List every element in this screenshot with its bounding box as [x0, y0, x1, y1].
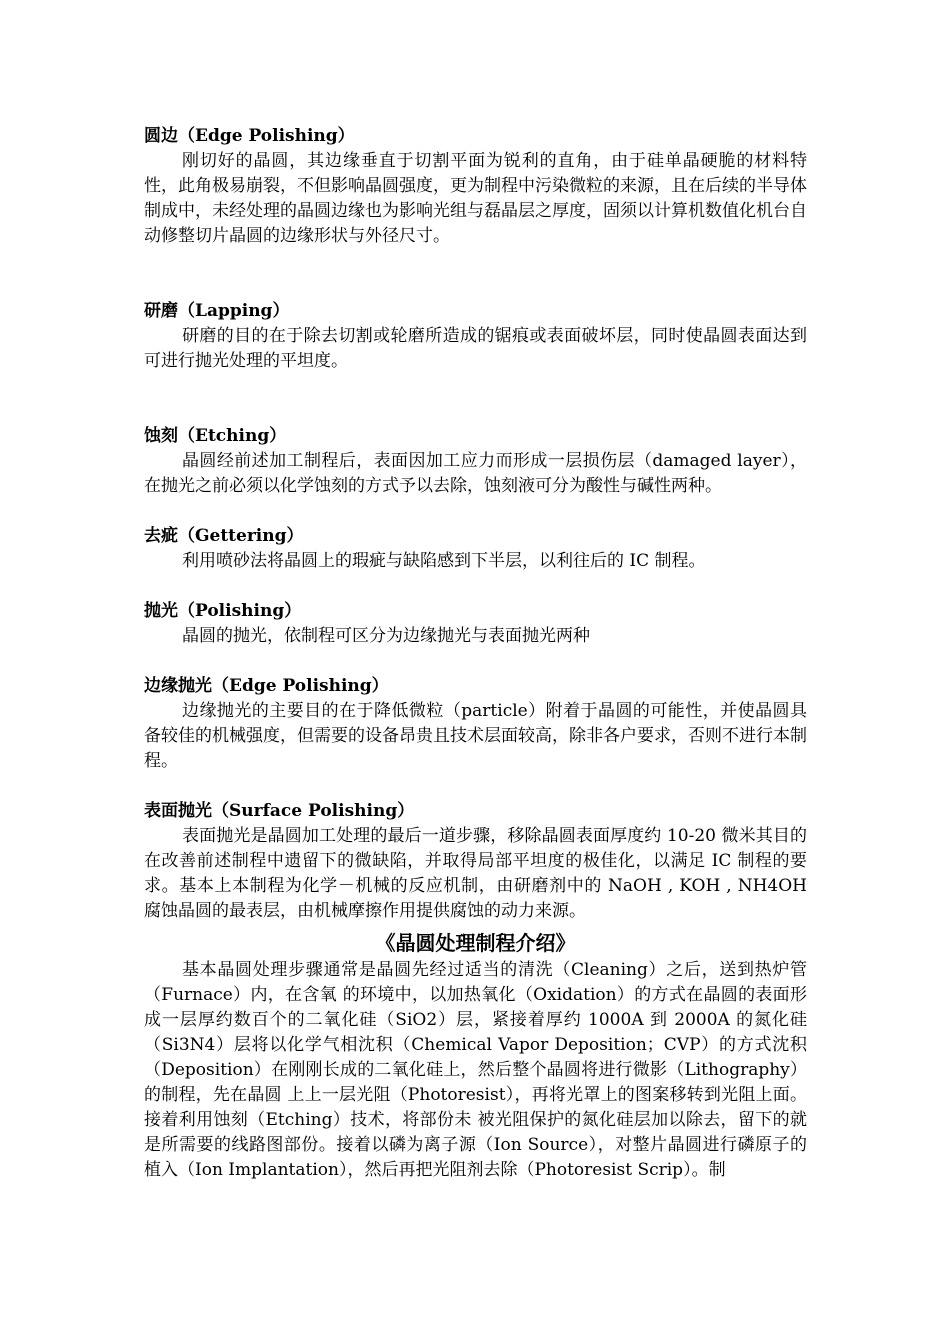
- document-title: 《晶圆处理制程介绍》: [375, 931, 576, 955]
- section-heading: 去疵（Gettering）: [144, 526, 304, 546]
- section-etching: [144, 424, 807, 499]
- section-polishing: [144, 599, 807, 649]
- spacer: [144, 574, 807, 599]
- section-edge-polishing: [144, 674, 807, 774]
- section-gettering: [144, 524, 807, 574]
- spacer: [144, 374, 807, 424]
- section-heading: 抛光（Polishing）: [144, 601, 302, 621]
- spacer: [144, 649, 807, 674]
- intro-paragraph: 基本晶圆处理步骤通常是晶圆先经过适当的清洗（Cleaning）之后，送到热炉管（Furnace）内，在含氧 的环境中，以加热氧化（Oxidation）的方式在晶圆的表面形成一层厚约数百个的二氧化硅（SiO2）层，紧接着厚约 1000A 到 2000A 的氮化硅（Si3N4）层将以化学气相沈积（Chemical Vapor Deposition；CVP）的方式沈积（Deposition）在刚刚长成的二氧化硅上，然后整个晶圆将进行微影（Lithography）的制程，先在晶圆 上上一层光阻（Photoresist），再将光罩上的图案移转到光阻上面。接着利用蚀刻（Etching）技术，将部份未 被光阻保护的氮化硅层加以除去，留下的就是所需要的线路图部份。接着以磷为离子源（Ion Source），对整片晶圆进行磷原子的植入（Ion Implantation），然后再把光阻剂去除（Photoresist Scrip）。制: [144, 960, 807, 1180]
- spacer: [144, 499, 807, 524]
- section-body: 边缘抛光的主要目的在于降低微粒（particle）附着于晶圆的可能性，并使晶圆具备较佳的机械强度，但需要的设备昂贵且技术层面较高，除非各户要求，否则不进行本制程。: [144, 701, 807, 771]
- section-heading: 圆边（Edge Polishing）: [144, 126, 355, 146]
- section-heading: 蚀刻（Etching）: [144, 426, 287, 446]
- section-edge-rounding: [144, 124, 807, 249]
- section-heading: 研磨（Lapping）: [144, 301, 290, 321]
- document-page: [144, 124, 807, 1183]
- section-body: 晶圆的抛光，依制程可区分为边缘抛光与表面抛光两种: [182, 626, 590, 646]
- spacer: [144, 774, 807, 799]
- section-surface-polishing: [144, 799, 807, 924]
- section-heading: 表面抛光（Surface Polishing）: [144, 801, 415, 821]
- section-heading: 边缘抛光（Edge Polishing）: [144, 676, 389, 696]
- spacer: [144, 249, 807, 299]
- section-body: 晶圆经前述加工制程后，表面因加工应力而形成一层损伤层（damaged layer），在抛光之前必须以化学蚀刻的方式予以去除，蚀刻液可分为酸性与碱性两种。: [144, 451, 807, 496]
- section-body: 利用喷砂法将晶圆上的瑕疵与缺陷感到下半层，以利往后的 IC 制程。: [182, 551, 706, 571]
- section-body: 研磨的目的在于除去切割或轮磨所造成的锯痕或表面破坏层，同时使晶圆表面达到可进行抛光处理的平坦度。: [144, 326, 807, 371]
- section-body: 刚切好的晶圆，其边缘垂直于切割平面为锐利的直角，由于硅单晶硬脆的材料特性，此角极易崩裂，不但影响晶圆强度，更为制程中污染微粒的来源，且在后续的半导体制成中，未经处理的晶圆边缘也为影响光组与磊晶层之厚度，固须以计算机数值化机台自动修整切片晶圆的边缘形状与外径尺寸。: [144, 151, 807, 246]
- section-body: 表面抛光是晶圆加工处理的最后一道步骤，移除晶圆表面厚度约 10-20 微米其目的在改善前述制程中遗留下的微缺陷，并取得局部平坦度的极佳化，以满足 IC 制程的要求。基本上本制程为化学－机械的反应机制，由研磨剂中的 NaOH , KOH , NH4OH 腐蚀晶圆的最表层，由机械摩擦作用提供腐蚀的动力来源。: [144, 826, 807, 921]
- section-lapping: [144, 299, 807, 374]
